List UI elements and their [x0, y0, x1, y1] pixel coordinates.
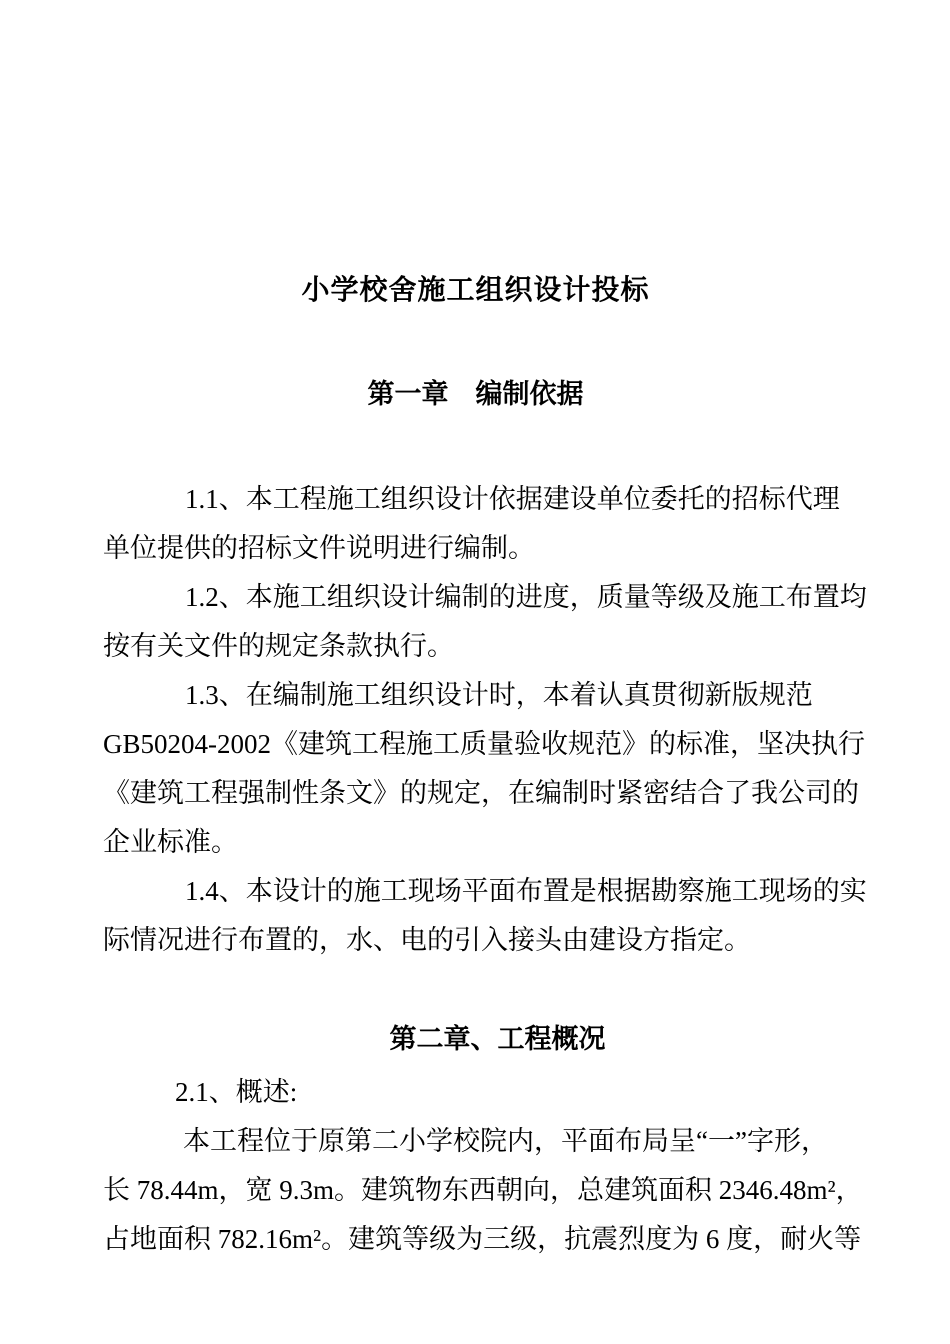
paragraph-line: 长 78.44m，宽 9.3m。建筑物东西朝向，总建筑面积 2346.48m²， — [103, 1175, 863, 1205]
paragraph-line: 企业标准。 — [103, 827, 238, 857]
paragraph-2-1-overview — [103, 1117, 863, 1264]
section-2-1-label: 2.1、概述: — [175, 1077, 298, 1107]
paragraph-line: 1.1、本工程施工组织设计依据建设单位委托的招标代理 — [185, 484, 840, 514]
paragraph-line: 单位提供的招标文件说明进行编制。 — [103, 533, 535, 563]
paragraph-line: 1.4、本设计的施工现场平面布置是根据勘察施工现场的实 — [185, 876, 867, 906]
paragraph-line: 1.3、在编制施工组织设计时，本着认真贯彻新版规范 — [185, 680, 813, 710]
paragraph-line: 际情况进行布置的，水、电的引入接头由建设方指定。 — [103, 925, 751, 955]
paragraph-1-4 — [103, 867, 867, 965]
chapter-2-heading: 第二章、工程概况 — [389, 1024, 606, 1054]
paragraph-1-1 — [103, 475, 848, 573]
paragraph-line: 《建筑工程强制性条文》的规定，在编制时紧密结合了我公司的 — [103, 778, 859, 808]
paragraph-line: 占地面积 782.16m²。建筑等级为三级，抗震烈度为 6 度，耐火等 — [103, 1224, 862, 1254]
paragraph-1-3 — [103, 671, 865, 867]
paragraph-line: GB50204-2002《建筑工程施工质量验收规范》的标准，坚决执行 — [103, 729, 865, 759]
paragraph-1-2 — [103, 573, 867, 671]
paragraph-line: 1.2、本施工组织设计编制的进度，质量等级及施工布置均 — [185, 582, 867, 612]
document-title: 小学校舍施工组织设计投标 — [301, 275, 650, 306]
chapter-1-heading: 第一章 编制依据 — [367, 379, 584, 409]
paragraph-line: 本工程位于原第二小学校院内，平面布局呈“一”字形， — [183, 1126, 828, 1156]
paragraph-line: 按有关文件的规定条款执行。 — [103, 631, 454, 661]
